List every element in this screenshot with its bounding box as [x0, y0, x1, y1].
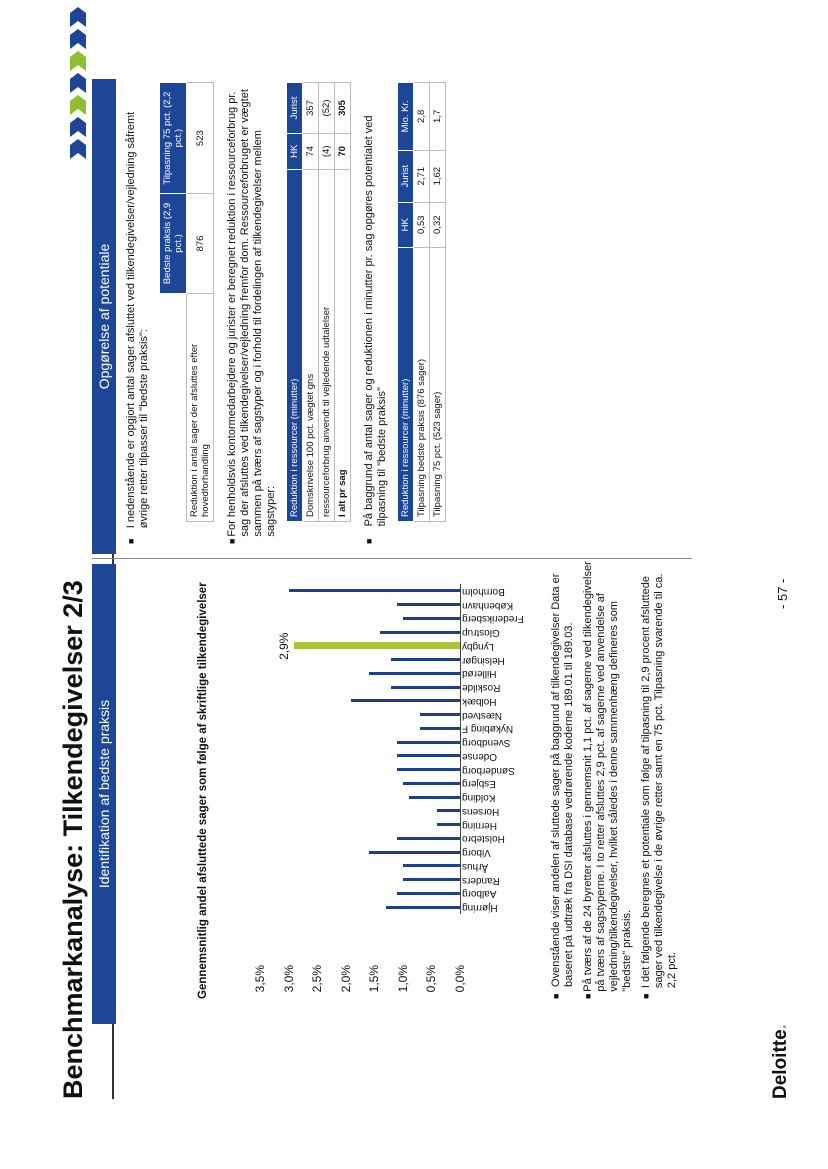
chart-x-labels: [462, 584, 537, 914]
x-tick-label: Nykøbing F: [462, 723, 514, 735]
x-tick-label: Sønderborg: [462, 764, 515, 776]
bar-århus: [403, 864, 460, 867]
bar-horsens: [437, 809, 460, 812]
table-header: Bedste praksis (2,9 pct.): [160, 194, 187, 293]
table-cell: ressourceforbrug anvendt til vejledende udtalelser: [319, 169, 335, 521]
nav-chevron-icon: [70, 95, 86, 115]
x-tick-label: Helsingør: [462, 654, 505, 666]
y-tick-label: 2,0%: [338, 965, 353, 993]
x-tick-label: Roskilde: [462, 682, 501, 694]
page-title: Benchmarkanalyse: Tilkendegivelser 2/3: [58, 580, 88, 1099]
list-item: [582, 559, 634, 999]
table-header: Mio. Kr.: [398, 83, 414, 151]
x-tick-label: Randers: [462, 874, 500, 886]
bar-viborg: [369, 851, 460, 854]
table-cell: Tilpasning bedste praksis (876 sager): [414, 247, 430, 521]
right-bullet-1: I nedenstående er opgjort antal sager afsluttet ved tilkendegivelser/vejledning såfremt øvrige retter tilpasser til "bedste praksis":: [125, 111, 150, 529]
table-cell: 876: [187, 194, 214, 293]
list-item: [226, 84, 278, 544]
table-row: [319, 83, 335, 522]
bar-aalborg: [397, 892, 460, 895]
table-cell: 305: [335, 83, 351, 134]
nav-chevron-icon: [70, 117, 86, 137]
bar-holbæk: [351, 699, 460, 702]
list-item: [125, 84, 151, 544]
bar-helsingør: [391, 658, 460, 661]
bar-lyngby: [294, 642, 460, 649]
nav-chevron-icon: [70, 7, 86, 27]
bar-chart: [230, 584, 460, 914]
table-cell: 523: [187, 83, 214, 194]
bar-hjørring: [386, 906, 460, 909]
table-row: [414, 83, 430, 522]
x-tick-label: Holbæk: [462, 695, 497, 707]
bar-odense: [397, 754, 460, 757]
left-bullet-2: På tværs af de 24 byretter afsluttes i gennemsnit 1,1 pct. af sagerne ved tilkendegivelser på tværs af sagstyperne. I to retter afsluttes 2,9 pct. af sagerne ved anvendelse af vejledning/tilkendegivelser, hvilket således i denne sammenhæng defineres som "bedste" praksis.: [582, 561, 633, 992]
table-header-row: [287, 83, 303, 522]
bullet-icon: ■: [364, 538, 374, 544]
list-item: [363, 84, 389, 544]
bar-bornholm: [289, 589, 460, 592]
nav-chevron-icon: [70, 51, 86, 71]
bar-nykøbing-f: [420, 727, 460, 730]
table-cell: 2,8: [414, 83, 430, 151]
table-cell: 74: [303, 133, 319, 169]
right-panel-header: Opgørelse af potentiale: [92, 79, 116, 554]
table-header-row: [160, 83, 187, 522]
bar-svendborg: [397, 741, 460, 744]
bar-næstved: [420, 713, 460, 716]
table-cell: Tilpasning 75 pct. (523 sager): [430, 247, 446, 521]
x-tick-label: Svendborg: [462, 737, 511, 749]
table-header: [160, 293, 187, 521]
chart-title: Gennemsnitlig andel afsluttede sager som følge af skriftlige tilkendegivelser: [197, 582, 209, 999]
table-header: HK: [287, 133, 303, 169]
table-header: Reduktion i ressourcer (minutter): [398, 247, 414, 521]
table-row: [187, 83, 214, 522]
bar-københavn: [397, 603, 460, 606]
page-number: - 57 -: [775, 578, 790, 609]
left-bullet-1: Ovenstående viser andelen af sluttede sager på baggrund af tilkendegivelser Data er baseret på udtræk fra DSI database vedrørende koderne 189.01 til 189.03.: [550, 573, 575, 987]
left-panel-header: Identifikation af bedste praksis: [92, 564, 116, 1024]
bar-kolding: [409, 796, 460, 799]
bullet-icon: ■: [227, 538, 237, 544]
right-content: [125, 84, 446, 544]
table-total-row: [335, 83, 351, 522]
y-tick-label: 3,0%: [281, 965, 296, 993]
x-tick-label: Herning: [462, 819, 498, 831]
chart-y-axis: [245, 959, 467, 999]
bar-sønderborg: [397, 768, 460, 771]
table-cell: 0,53: [414, 202, 430, 247]
bar-glostrup: [380, 631, 460, 634]
bar-frederiksberg: [403, 617, 460, 620]
right-bullet-3: På baggrund af antal sager og reduktionen i minutter pr. sag opgøres potentialet ved tilpasning til "bedste praksis": [363, 115, 388, 527]
y-tick-label: 0,0%: [453, 965, 467, 993]
y-tick-label: 2,5%: [310, 965, 325, 993]
sager-table: [159, 82, 214, 522]
list-item: [550, 559, 576, 999]
right-bullet-2: For henholdsvis kontormedarbejdere og jurister er beregnet reduktion i ressourceforbrug pr. sag der afsluttes ved tilkendegivelser/vejledning fremfor dom. Ressourceforbruget er vægtet sammen på tværs af sagstyper og i forhold til fordelingen af tilkendegivelser mellem sagstyper:: [226, 89, 277, 537]
x-tick-label: Næstved: [462, 709, 503, 721]
table-cell: 2,71: [414, 150, 430, 202]
table-header: Tilpasning 75 pct. (2,2 pct.): [160, 83, 187, 194]
table-row: [430, 83, 446, 522]
table-cell: I alt pr sag: [335, 169, 351, 521]
bar-hillerød: [369, 672, 460, 675]
table-cell: Reduktion i antal sager der afsluttes efter hovedforhandling: [187, 293, 214, 521]
x-tick-label: Aalborg: [462, 888, 497, 900]
x-tick-label: Bornholm: [462, 585, 505, 597]
x-tick-label: Esbjerg: [462, 778, 496, 790]
y-tick-label: 3,5%: [253, 965, 267, 993]
x-tick-label: Frederiksberg: [462, 613, 524, 625]
x-tick-label: Horsens: [462, 805, 500, 817]
ressourcer-table: [286, 82, 351, 522]
table-cell: 1,7: [430, 83, 446, 151]
table-cell: 0,32: [430, 202, 446, 247]
x-tick-label: Glostrup: [462, 627, 500, 639]
chart-x-axis-line: [460, 584, 461, 914]
left-bullet-3: I det følgende beregnes et potentiale som følge af tilpasning til 2,9 procent afsluttede sager ved tilkendegivelse i de øvrige retter samt en 75 pct. Tilpasning svarende til ca. 2,2 pct.: [640, 573, 678, 989]
section-nav: [70, 0, 90, 159]
table-header: HK: [398, 202, 414, 247]
bullet-icon: ■: [641, 993, 651, 999]
table-header: Jurist: [287, 83, 303, 134]
x-tick-label: Århus: [462, 860, 489, 872]
table-cell: (4): [319, 133, 335, 169]
bullet-icon: ■: [551, 993, 561, 999]
table-cell: 70: [335, 133, 351, 169]
table-header: Reduktion i ressourcer (minutter): [287, 169, 303, 521]
table-cell: 1,62: [430, 150, 446, 202]
bar-herning: [437, 823, 460, 826]
table-header: Jurist: [398, 150, 414, 202]
bullet-icon: ■: [126, 538, 136, 544]
bar-esbjerg: [403, 782, 460, 785]
left-bullets: [550, 559, 679, 999]
bullet-icon: ■: [583, 993, 593, 999]
nav-chevron-icon: [70, 73, 86, 93]
table-cell: 357: [303, 83, 319, 134]
bar-holstebro: [397, 837, 460, 840]
table-cell: Domskrivelse 100 pct. vægtet gns: [303, 169, 319, 521]
x-tick-label: Odense: [462, 750, 498, 762]
x-tick-label: Holstebro: [462, 833, 505, 845]
y-tick-label: 1,5%: [367, 965, 382, 993]
nav-chevron-icon: [70, 29, 86, 49]
potentiale-table: [397, 82, 446, 522]
bar-value-label: 2,9%: [277, 632, 292, 660]
bar-randers: [403, 878, 460, 881]
list-item: [640, 559, 679, 999]
nav-chevron-icon: [70, 139, 86, 159]
x-tick-label: Lyngby: [462, 640, 494, 652]
x-tick-label: Viborg: [462, 847, 491, 859]
x-tick-label: Kolding: [462, 792, 496, 804]
table-header-row: [398, 83, 414, 522]
x-tick-label: Hjørring: [462, 902, 498, 914]
x-tick-label: København: [462, 599, 514, 611]
table-cell: (52): [319, 83, 335, 134]
logo-text: Deloitte: [770, 1029, 791, 1099]
y-tick-label: 0,5%: [424, 965, 439, 993]
deloitte-logo: [770, 1024, 792, 1099]
bar-roskilde: [391, 686, 460, 689]
table-row: [303, 83, 319, 522]
logo-dot: .: [770, 1024, 791, 1030]
x-tick-label: Hillerød: [462, 668, 497, 680]
y-tick-label: 1,0%: [395, 965, 410, 993]
